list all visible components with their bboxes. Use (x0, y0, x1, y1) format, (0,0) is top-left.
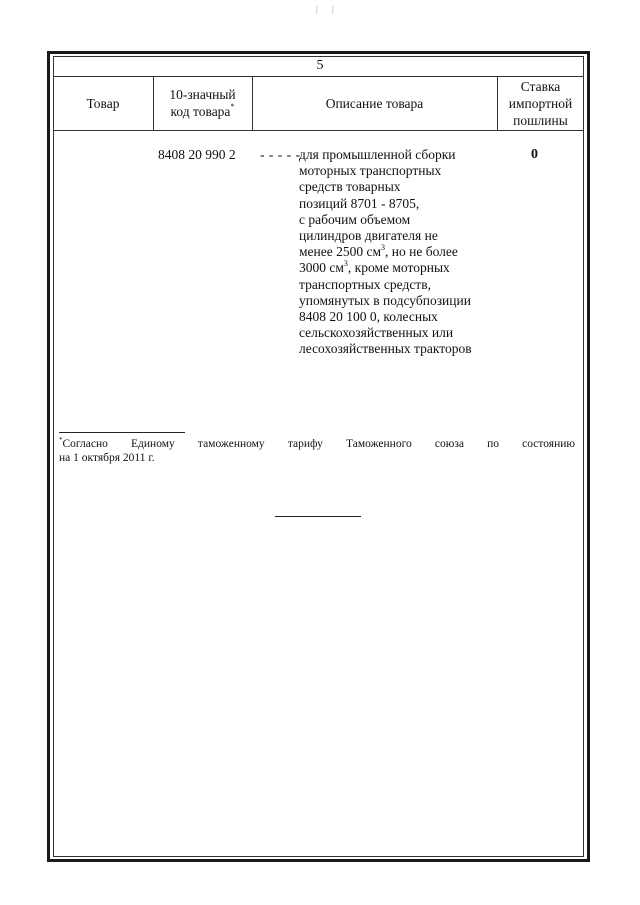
footnote-word: по (487, 438, 500, 450)
description-line (299, 260, 509, 276)
description-line: лесохозяйственных тракторов (299, 341, 472, 357)
product-code: 8408 20 990 2 (158, 147, 236, 162)
header-code-line2-text: код товара (170, 104, 231, 119)
header-code (153, 76, 252, 130)
footnote-word-text: Согласно (62, 438, 108, 450)
footnote (59, 437, 575, 465)
footnote-word: союза (434, 438, 464, 450)
description-line: для промышленной сборки (299, 147, 456, 162)
description-fragment: 3000 см (299, 260, 344, 276)
description-line: упомянутых в подсубпозиции (299, 292, 471, 308)
header-rate-line3: пошлины (513, 112, 568, 128)
description-fragment: , кроме моторных (347, 260, 450, 276)
table-header-rule (53, 130, 584, 131)
document-end-rule (275, 516, 361, 517)
description-superscript: 3 (381, 243, 386, 253)
description-fragment: менее 2500 см (299, 244, 382, 260)
footnote-word: Единому (131, 438, 175, 450)
top-binding-mark: | | (316, 4, 340, 14)
description-line: моторных транспортных (299, 163, 442, 179)
description-line: цилиндров двигателя не (299, 228, 438, 244)
header-product-label: Товар (86, 95, 120, 111)
description-fragment: , но не более (385, 244, 458, 260)
header-description (252, 76, 497, 130)
header-code-footnote-mark: * (230, 102, 235, 111)
footnote-word: таможенному (197, 438, 265, 450)
header-rate-line1: Ставка (520, 78, 561, 94)
product-description (299, 147, 509, 358)
footnote-separator (59, 432, 185, 433)
footnote-word: состоянию (522, 438, 575, 450)
header-rate-line2: импортной (508, 95, 573, 111)
description-line: транспортных средств, (299, 276, 431, 292)
page-number: 5 (316, 58, 324, 73)
footnote-word (59, 437, 108, 451)
description-line: с рабочим объемом (299, 211, 411, 227)
header-rate (497, 76, 584, 130)
header-code-line1: 10-значный (169, 87, 236, 102)
description-line: сельскохозяйственных или (299, 325, 454, 341)
footnote-line-2: на 1 октября 2011 г. (59, 452, 155, 464)
header-product (53, 76, 153, 130)
description-superscript: 3 (343, 259, 348, 269)
footnote-word: тарифу (287, 438, 323, 450)
description-line: 8408 20 100 0, колесных (299, 309, 438, 325)
footnote-mark: * (59, 436, 63, 444)
description-line: позиций 8701 - 8705, (299, 195, 420, 211)
description-line (299, 244, 509, 260)
description-line: средств товарных (299, 179, 401, 195)
header-description-label: Описание товара (325, 95, 424, 111)
footnote-line-1 (59, 437, 575, 451)
import-duty-rate: 0 (531, 147, 538, 162)
footnote-word: Таможенного (346, 438, 412, 450)
header-code-line2 (169, 103, 235, 120)
subheading-dashes: - - - - - (260, 147, 301, 162)
